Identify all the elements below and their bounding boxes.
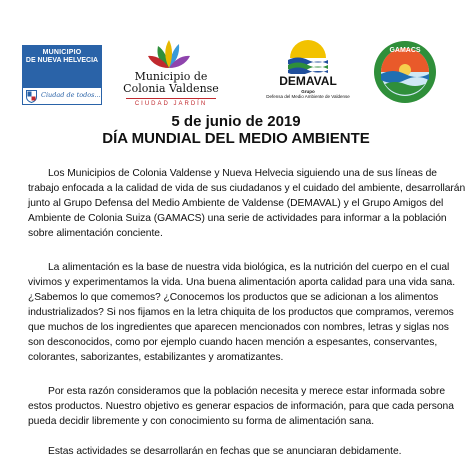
colonia-valdense-line1: Municipio de (134, 70, 208, 83)
colonia-valdense-line3: CIUDAD JARDÍN (134, 101, 208, 107)
demaval-name: DEMAVAL (279, 74, 337, 88)
colonia-valdense-logo (118, 38, 224, 110)
demaval-logo (262, 38, 354, 110)
paragraph-text: La alimentación es la base de nuestra vida biológica, es la nutrición del cuerpo en el cual vivimos y experimentamos la vida. Una buena alimentación aporta calidad para una vida sana. ¿Sabemos lo que comemos? ¿Conocemos los productos que se adicionan a los alimentos industrializados? Si nos fijamos en la letra chiquita de los productos que compramos, veremos que muchos de los ingredientes que aparecen mencionados con nombres, letras y siglas nos son desconocidos, como por ejemplo cuando hacen mención a espesantes, conservantes, colorantes, saborizantes, estabilizantes y aromatizantes. (28, 262, 456, 363)
nueva-helvecia-logo-line1: MUNICIPIO (42, 49, 82, 56)
colonia-valdense-divider (126, 98, 216, 99)
nueva-helvecia-tagline: Ciudad de todos... (41, 91, 101, 99)
flower-icon (146, 38, 192, 70)
paragraph-text: Estas actividades se desarrollarán en fechas que se anunciaran debidamente. (48, 446, 402, 457)
paragraph-text: Por esta razón consideramos que la población necesita y merece estar informada sobre estos productos. Nuestro objetivo es generar espacios de información, para que cada persona pueda decidir libremente y con conocimiento su forma de alimentación sana. (28, 386, 454, 427)
logo-row (0, 0, 472, 112)
paragraph-intro (28, 166, 468, 241)
demaval-full-name: Defensa del Medio Ambiente de Valdense (266, 94, 350, 99)
nueva-helvecia-logo-footer (22, 87, 102, 105)
paragraph-nutrition (28, 260, 468, 365)
paragraph-objective (28, 384, 468, 429)
page-title: DÍA MUNDIAL DEL MEDIO AMBIENTE (102, 130, 370, 147)
colonia-valdense-line2: Colonia Valdense (123, 82, 219, 95)
gamacs-logo (373, 40, 437, 104)
nueva-helvecia-logo-line2: DE NUEVA HELVECIA (25, 57, 99, 64)
nueva-helvecia-logo-banner (22, 45, 102, 87)
shield-icon (26, 90, 37, 103)
paragraph-closing (28, 444, 468, 459)
demaval-grupo: Grupo (301, 89, 315, 94)
sun-waves-icon (286, 38, 330, 74)
paragraph-text: Los Municipios de Colonia Valdense y Nueva Helvecia siguiendo una de sus líneas de trabajo enfocada a la calidad de vida de sus ciudadanos y el cuidado del ambiente, desarrollarán junto al Grupo Defensa del Medio Ambiente de Valdense (DEMAVAL) y el Grupo Amigos del Ambiente de Colonia Suiza (GAMACS) una serie de actividades para informar a la población sobre alimentación conciente. (28, 168, 466, 239)
gamacs-logo-name: GAMACS (389, 47, 421, 54)
nueva-helvecia-logo (22, 45, 102, 105)
event-date: 5 de junio de 2019 (171, 113, 301, 130)
